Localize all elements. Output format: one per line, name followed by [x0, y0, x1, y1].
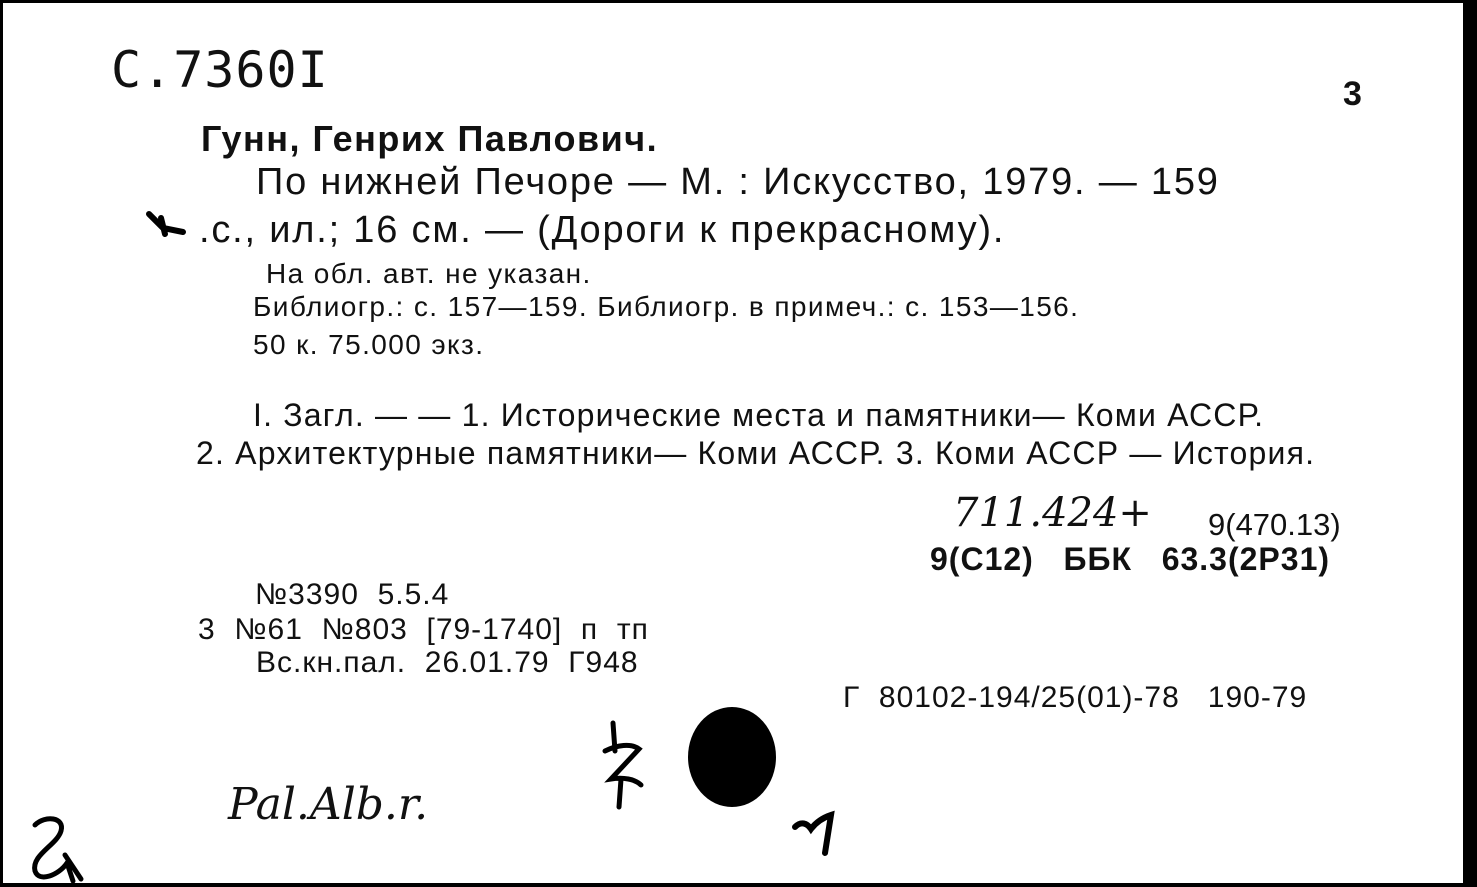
record-line-3: Вс.кн.пал. 26.01.79 Г948 [256, 646, 639, 679]
handwritten-mark-right [791, 803, 847, 859]
note-cover: На обл. авт. не указан. [266, 258, 592, 289]
handwritten-classification: 711.424+ [953, 490, 1152, 536]
classification-line-1: 9(470.13) [1208, 507, 1341, 542]
publisher-code: Г 80102-194/25(01)-78 190-79 [843, 681, 1308, 714]
classification-line-2: 9(С12) ББК 63.3(2Р31) [930, 541, 1331, 577]
handwritten-mark-arrow [143, 208, 189, 244]
author-heading: Гунн, Генрих Павлович. [201, 118, 659, 159]
page-number: 3 [1343, 75, 1362, 113]
subjects-line-1: I. Загл. — — 1. Исторические места и памятники— Коми АССР. [253, 397, 1265, 433]
handwritten-mark-left [25, 811, 85, 885]
record-line-2: 3 №61 №803 [79-1740] п тп [198, 613, 649, 646]
record-line-1: №3390 5.5.4 [255, 578, 450, 611]
title-line-2: .с., ил.; 16 см. — (Дороги к прекрасному). [199, 209, 1006, 251]
call-number: С.7360I [111, 41, 329, 99]
note-price-print-run: 50 к. 75.000 экз. [253, 329, 485, 360]
note-bibliography: Библиогр.: с. 157—159. Библиогр. в примеч.: с. 153—156. [253, 291, 1080, 322]
handwritten-bottom-note: Pal.Alb.r. [228, 779, 429, 830]
handwritten-mark-center [597, 715, 657, 811]
ink-dot-mark [686, 705, 782, 809]
subjects-line-2: 2. Архитектурные памятники— Коми АССР. 3. Коми АССР — История. [196, 435, 1316, 471]
title-line-1: По нижней Печоре — М. : Искусство, 1979. — 159 [256, 161, 1220, 203]
